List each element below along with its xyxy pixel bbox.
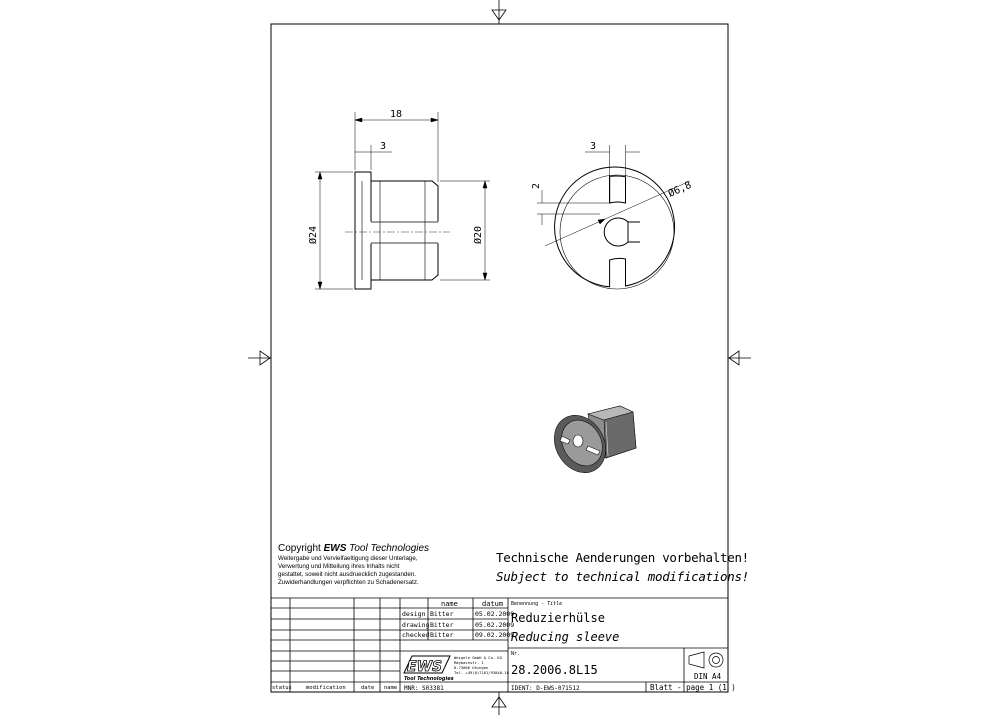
col-name-header: name xyxy=(441,600,458,608)
mnr-value: MNR: S03381 xyxy=(404,685,444,692)
dim-slot-width: 3 xyxy=(590,141,597,152)
row-drawing-date: 05.02.2009 xyxy=(475,621,515,629)
front-view xyxy=(555,167,675,289)
row-checked-date: 09.02.2009 xyxy=(475,631,515,639)
number-label: Nr. xyxy=(511,651,521,657)
copyright-line-4: Zuwiderhandlungen verpflichten zu Schadenersatz. xyxy=(278,579,419,586)
footer-modification: modification xyxy=(306,685,346,691)
footer-name: name xyxy=(384,685,398,691)
copyright-line-2: Verwertung und Mitteilung ihres Inhalts nicht xyxy=(278,563,400,570)
copyright-line-1: Weitergabe und Vervielfaeltigung dieser Unterlage, xyxy=(278,555,418,562)
svg-text:EWS: EWS xyxy=(407,659,443,675)
row-design-date: 05.02.2009 xyxy=(475,610,515,618)
address-line-4: Tel. +49(0)7161/93040-10 xyxy=(454,670,509,675)
sheet-page: Blatt - page 1 (1 ) xyxy=(650,683,736,692)
isometric-view xyxy=(544,406,636,482)
benennung-label: Benennung - Title xyxy=(511,601,563,607)
drawing-frame xyxy=(271,24,728,692)
footer-date: date xyxy=(361,685,375,691)
title-english: Reducing sleeve xyxy=(511,630,620,644)
drawing-number: 28.2006.8L15 xyxy=(511,663,598,677)
copyright-heading: Copyright EWS Tool Technologies xyxy=(278,543,430,554)
row-design-name: Bitter xyxy=(430,610,454,618)
dim-length: 18 xyxy=(390,109,403,120)
dim-body-diameter: Ø20 xyxy=(473,225,484,244)
row-checked-label: checked xyxy=(402,631,430,639)
row-checked-name: Bitter xyxy=(430,631,454,639)
notice-german: Technische Aenderungen vorbehalten! xyxy=(496,550,749,565)
address-line-3: D-73066 Uhingen xyxy=(454,665,489,670)
copyright-notice xyxy=(278,543,478,587)
ews-logo xyxy=(404,656,450,675)
col-date-header: datum xyxy=(482,600,504,608)
title-german: Reduzierhülse xyxy=(511,611,605,625)
row-drawing-name: Bitter xyxy=(430,621,454,629)
footer-status: status xyxy=(272,685,292,691)
copyright-line-3: gestattet, soweit nicht ausdruecklich zugestanden. xyxy=(278,571,416,578)
side-view-dimensions xyxy=(315,112,490,289)
address-line-1: Weigele GmbH & Co. KG xyxy=(454,655,503,660)
dim-offset: 2 xyxy=(531,182,542,189)
row-design-label: design xyxy=(402,610,426,618)
notice-english: Subject to technical modifications! xyxy=(496,569,749,584)
projection-symbol-icon xyxy=(689,652,723,668)
dim-bore-diameter: Ø6,8 xyxy=(666,179,694,200)
address-line-2: Maybachstr. 1 xyxy=(454,660,484,665)
logo-subtitle: Tool Technologies xyxy=(404,676,454,682)
dim-flange-diameter: Ø24 xyxy=(308,225,319,244)
dim-flange: 3 xyxy=(380,141,387,152)
din-format: DIN A4 xyxy=(694,672,722,681)
modification-notice xyxy=(496,548,749,586)
row-drawing-label: drawing xyxy=(402,621,430,629)
side-view xyxy=(345,172,450,289)
ident-value: IDENT: D-EWS-071512 xyxy=(511,685,580,692)
